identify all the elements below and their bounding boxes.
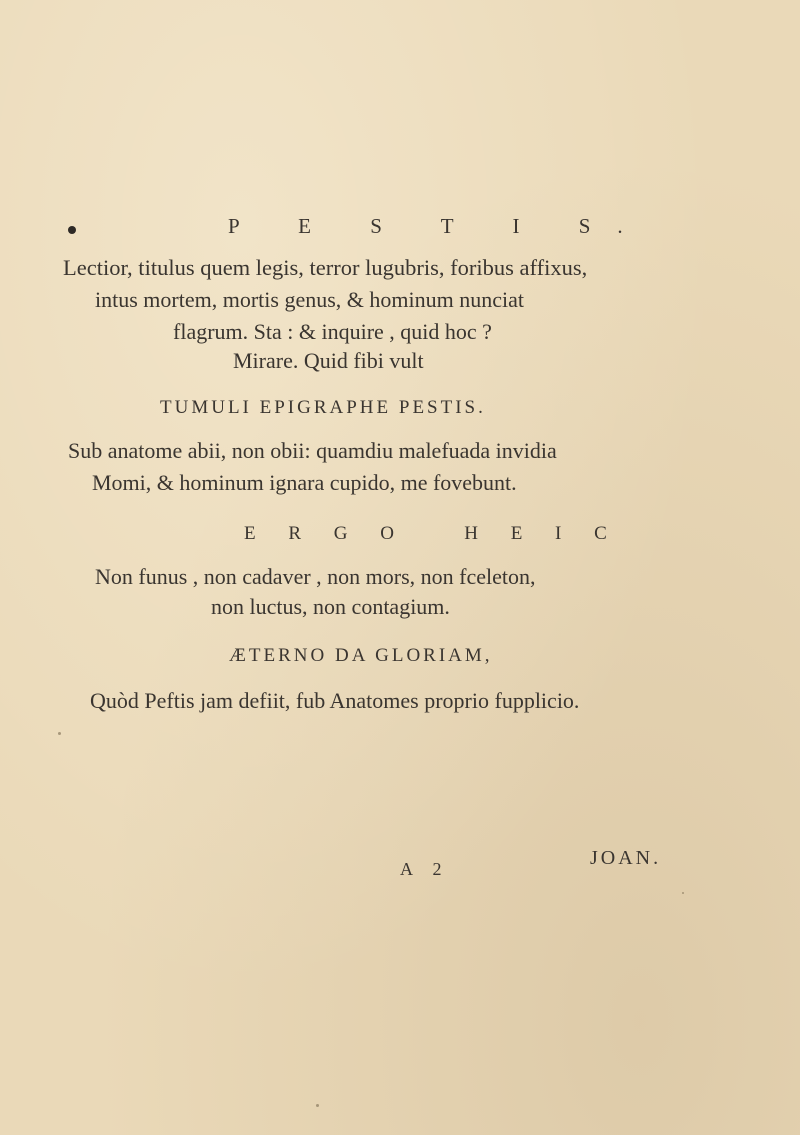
printer-ornament-dot — [68, 226, 76, 234]
intro-line-2: intus mortem, mortis genus, & hominum nunciat — [95, 287, 524, 312]
intro-line-3: flagrum. Sta : & inquire , quid hoc ? — [173, 319, 492, 344]
aeterno-heading: ÆTERNO DA GLORIAM, — [229, 645, 493, 666]
ergo-line-2: non luctus, non contagium. — [211, 594, 450, 619]
catchword: JOAN. — [590, 847, 662, 869]
epigraph-heading: TUMULI EPIGRAPHE PESTIS. — [160, 397, 486, 418]
paper-speck — [682, 892, 684, 894]
paper-speck — [58, 732, 61, 735]
signature-mark: A 2 — [400, 859, 450, 879]
paper-speck — [316, 1104, 319, 1107]
ergo-heading: E R G O H E I C — [244, 523, 621, 544]
page-title: P E S T I S. — [228, 214, 650, 238]
intro-line-1: Lectior, titulus quem legis, terror lugubris, foribus affixus, — [63, 255, 588, 280]
intro-line-4: Mirare. Quid fibi vult — [233, 348, 424, 373]
epigraph-line-2: Momi, & hominum ignara cupido, me fovebunt. — [92, 470, 517, 495]
epigraph-line-1: Sub anatome abii, non obii: quamdiu malefuada invidia — [68, 438, 557, 463]
ergo-line-1: Non funus , non cadaver , non mors, non fceleton, — [95, 564, 536, 589]
closing-line: Quòd Peftis jam defiit, fub Anatomes proprio fupplicio. — [90, 688, 580, 713]
